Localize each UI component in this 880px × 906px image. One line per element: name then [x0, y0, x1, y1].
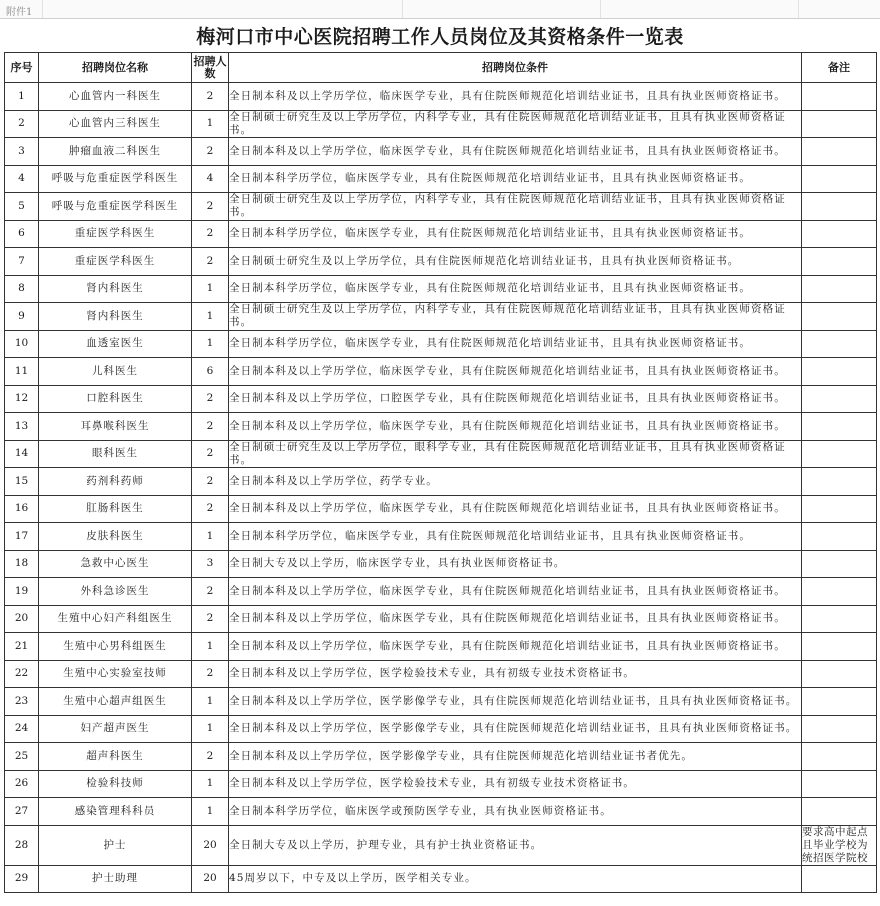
headcount: 2	[192, 605, 229, 633]
table-row	[5, 220, 877, 248]
position-name: 口腔科医生	[39, 385, 192, 413]
headcount: 2	[192, 83, 229, 111]
table-row	[5, 578, 877, 606]
position-conditions: 全日制本科及以上学历学位，临床医学专业，具有住院医师规范化培训结业证书，且具有执业医师资格证书。	[229, 358, 802, 386]
position-conditions: 全日制本科及以上学历学位，医学影像学专业，具有住院医师规范化培训结业证书者优先。	[229, 743, 802, 771]
row-number: 25	[5, 743, 39, 771]
row-number: 1	[5, 83, 39, 111]
table-row	[5, 865, 877, 893]
table-row	[5, 110, 877, 138]
row-note	[802, 330, 877, 358]
table-row	[5, 275, 877, 303]
position-name: 心血管内三科医生	[39, 110, 192, 138]
row-note	[802, 303, 877, 331]
row-note	[802, 193, 877, 221]
position-conditions: 全日制硕士研究生及以上学历学位，具有住院医师规范化培训结业证书，且具有执业医师资格证书。	[229, 248, 802, 276]
position-conditions: 全日制本科及以上学历学位，临床医学专业，具有住院医师规范化培训结业证书，且具有执业医师资格证书。	[229, 138, 802, 166]
row-note	[802, 715, 877, 743]
table-row	[5, 495, 877, 523]
row-note	[802, 358, 877, 386]
headcount: 2	[192, 413, 229, 441]
table-row	[5, 550, 877, 578]
headcount: 3	[192, 550, 229, 578]
row-number: 19	[5, 578, 39, 606]
row-number: 4	[5, 165, 39, 193]
page-title: 梅河口市中心医院招聘工作人员岗位及其资格条件一览表	[196, 26, 684, 48]
position-conditions: 全日制硕士研究生及以上学历学位，内科学专业，具有住院医师规范化培训结业证书，且具有执业医师资格证书。	[229, 110, 802, 138]
row-note	[802, 798, 877, 826]
header-position: 招聘岗位名称	[39, 53, 192, 83]
table-row	[5, 770, 877, 798]
position-conditions: 全日制硕士研究生及以上学历学位，内科学专业，具有住院医师规范化培训结业证书，且具有执业医师资格证书。	[229, 193, 802, 221]
headcount: 1	[192, 770, 229, 798]
row-number: 13	[5, 413, 39, 441]
position-name: 心血管内一科医生	[39, 83, 192, 111]
position-conditions: 全日制本科及以上学历学位，医学影像学专业，具有住院医师规范化培训结业证书，且具有执业医师资格证书。	[229, 688, 802, 716]
position-name: 检验科技师	[39, 770, 192, 798]
position-name: 重症医学科医生	[39, 248, 192, 276]
headcount: 2	[192, 468, 229, 496]
position-name: 眼科医生	[39, 440, 192, 468]
row-number: 6	[5, 220, 39, 248]
table-row	[5, 440, 877, 468]
headcount: 2	[192, 193, 229, 221]
table-row	[5, 193, 877, 221]
table-row	[5, 468, 877, 496]
row-number: 8	[5, 275, 39, 303]
table-row	[5, 358, 877, 386]
row-note	[802, 633, 877, 661]
position-name: 感染管理科科员	[39, 798, 192, 826]
table-row	[5, 605, 877, 633]
row-number: 12	[5, 385, 39, 413]
headcount: 2	[192, 440, 229, 468]
position-name: 生殖中心超声组医生	[39, 688, 192, 716]
position-conditions: 全日制本科及以上学历学位，口腔医学专业，具有住院医师规范化培训结业证书，且具有执业医师资格证书。	[229, 385, 802, 413]
row-number: 18	[5, 550, 39, 578]
row-note	[802, 550, 877, 578]
headcount: 20	[192, 825, 229, 865]
row-note	[802, 248, 877, 276]
position-conditions: 全日制本科及以上学历学位，临床医学专业，具有住院医师规范化培训结业证书，且具有执业医师资格证书。	[229, 413, 802, 441]
position-conditions: 全日制本科及以上学历学位，临床医学专业，具有住院医师规范化培训结业证书，且具有执业医师资格证书。	[229, 495, 802, 523]
headcount: 2	[192, 138, 229, 166]
position-conditions: 全日制本科及以上学历学位，医学影像学专业，具有住院医师规范化培训结业证书，且具有执业医师资格证书。	[229, 715, 802, 743]
row-number: 10	[5, 330, 39, 358]
row-note	[802, 865, 877, 893]
row-note	[802, 110, 877, 138]
position-name: 生殖中心妇产科组医生	[39, 605, 192, 633]
header-conditions: 招聘岗位条件	[229, 53, 802, 83]
table-row	[5, 633, 877, 661]
row-number: 14	[5, 440, 39, 468]
headcount: 20	[192, 865, 229, 893]
row-number: 16	[5, 495, 39, 523]
table-row	[5, 165, 877, 193]
headcount: 1	[192, 275, 229, 303]
position-name: 儿科医生	[39, 358, 192, 386]
position-conditions: 全日制本科及以上学历学位，医学检验技术专业，具有初级专业技术资格证书。	[229, 770, 802, 798]
table-header-row	[5, 53, 877, 83]
row-number: 9	[5, 303, 39, 331]
row-number: 20	[5, 605, 39, 633]
position-name: 超声科医生	[39, 743, 192, 771]
headcount: 2	[192, 660, 229, 688]
position-name: 呼吸与危重症医学科医生	[39, 193, 192, 221]
row-note	[802, 523, 877, 551]
row-number: 26	[5, 770, 39, 798]
table-row	[5, 248, 877, 276]
row-number: 23	[5, 688, 39, 716]
position-conditions: 全日制本科及以上学历学位，临床医学专业，具有住院医师规范化培训结业证书，且具有执业医师资格证书。	[229, 83, 802, 111]
position-name: 皮肤科医生	[39, 523, 192, 551]
headcount: 1	[192, 303, 229, 331]
row-note	[802, 605, 877, 633]
table-row	[5, 798, 877, 826]
row-note	[802, 385, 877, 413]
position-conditions: 全日制本科及以上学历学位，临床医学专业，具有住院医师规范化培训结业证书，且具有执业医师资格证书。	[229, 633, 802, 661]
row-number: 28	[5, 825, 39, 865]
position-conditions: 全日制本科学历学位，临床医学或预防医学专业，具有执业医师资格证书。	[229, 798, 802, 826]
row-note	[802, 165, 877, 193]
headcount: 2	[192, 743, 229, 771]
position-name: 妇产超声医生	[39, 715, 192, 743]
row-number: 7	[5, 248, 39, 276]
table-row	[5, 743, 877, 771]
position-name: 生殖中心男科组医生	[39, 633, 192, 661]
row-note	[802, 688, 877, 716]
table-row	[5, 303, 877, 331]
row-note	[802, 578, 877, 606]
position-name: 护士	[39, 825, 192, 865]
table-row	[5, 523, 877, 551]
position-conditions: 全日制大专及以上学历，临床医学专业，具有执业医师资格证书。	[229, 550, 802, 578]
row-note	[802, 743, 877, 771]
row-note: 要求高中起点且毕业学校为统招医学院校	[802, 825, 877, 865]
headcount: 2	[192, 248, 229, 276]
position-name: 肾内科医生	[39, 275, 192, 303]
table-row	[5, 413, 877, 441]
table-row	[5, 385, 877, 413]
headcount: 1	[192, 715, 229, 743]
header-note: 备注	[802, 53, 877, 83]
position-conditions: 全日制本科学历学位，临床医学专业，具有住院医师规范化培训结业证书，且具有执业医师资格证书。	[229, 220, 802, 248]
headcount: 2	[192, 578, 229, 606]
headcount: 1	[192, 688, 229, 716]
row-number: 2	[5, 110, 39, 138]
row-number: 22	[5, 660, 39, 688]
position-conditions: 全日制本科及以上学历学位，临床医学专业，具有住院医师规范化培训结业证书，且具有执业医师资格证书。	[229, 578, 802, 606]
table-row	[5, 138, 877, 166]
column-guide	[600, 0, 601, 18]
row-note	[802, 660, 877, 688]
position-conditions: 全日制本科及以上学历学位，药学专业。	[229, 468, 802, 496]
row-note	[802, 413, 877, 441]
position-name: 护士助理	[39, 865, 192, 893]
position-conditions: 全日制硕士研究生及以上学历学位，内科学专业，具有住院医师规范化培训结业证书，且具有执业医师资格证书。	[229, 303, 802, 331]
positions-table	[4, 52, 877, 893]
table-row	[5, 83, 877, 111]
headcount: 1	[192, 330, 229, 358]
table-row	[5, 330, 877, 358]
headcount: 6	[192, 358, 229, 386]
attachment-label: 附件1	[6, 7, 33, 18]
row-note	[802, 138, 877, 166]
position-name: 急救中心医生	[39, 550, 192, 578]
position-name: 肾内科医生	[39, 303, 192, 331]
position-conditions: 全日制本科学历学位，临床医学专业，具有住院医师规范化培训结业证书，且具有执业医师资格证书。	[229, 523, 802, 551]
headcount: 2	[192, 220, 229, 248]
headcount: 2	[192, 385, 229, 413]
row-number: 3	[5, 138, 39, 166]
row-note	[802, 220, 877, 248]
position-name: 重症医学科医生	[39, 220, 192, 248]
sheet-header-strip	[0, 0, 880, 19]
header-count: 招聘人数	[192, 53, 229, 83]
position-conditions: 全日制本科学历学位，临床医学专业，具有住院医师规范化培训结业证书，且具有执业医师资格证书。	[229, 165, 802, 193]
position-conditions: 全日制本科学历学位，临床医学专业，具有住院医师规范化培训结业证书，且具有执业医师资格证书。	[229, 275, 802, 303]
table-row	[5, 715, 877, 743]
position-name: 肛肠科医生	[39, 495, 192, 523]
position-name: 药剂科药师	[39, 468, 192, 496]
row-note	[802, 468, 877, 496]
row-number: 11	[5, 358, 39, 386]
position-name: 肿瘤血液二科医生	[39, 138, 192, 166]
position-name: 外科急诊医生	[39, 578, 192, 606]
row-note	[802, 83, 877, 111]
position-name: 生殖中心实验室技师	[39, 660, 192, 688]
position-name: 耳鼻喉科医生	[39, 413, 192, 441]
position-conditions: 45周岁以下，中专及以上学历，医学相关专业。	[229, 865, 802, 893]
position-conditions: 全日制大专及以上学历，护理专业，具有护士执业资格证书。	[229, 825, 802, 865]
table-row	[5, 825, 877, 865]
position-conditions: 全日制硕士研究生及以上学历学位，眼科学专业，具有住院医师规范化培训结业证书，且具有执业医师资格证书。	[229, 440, 802, 468]
row-note	[802, 275, 877, 303]
position-name: 血透室医生	[39, 330, 192, 358]
position-conditions: 全日制本科学历学位，临床医学专业，具有住院医师规范化培训结业证书，且具有执业医师资格证书。	[229, 330, 802, 358]
column-guide	[402, 0, 403, 18]
position-name: 呼吸与危重症医学科医生	[39, 165, 192, 193]
headcount: 1	[192, 633, 229, 661]
headcount: 1	[192, 798, 229, 826]
row-number: 27	[5, 798, 39, 826]
row-number: 29	[5, 865, 39, 893]
row-number: 21	[5, 633, 39, 661]
row-number: 15	[5, 468, 39, 496]
table-row	[5, 660, 877, 688]
headcount: 2	[192, 495, 229, 523]
row-number: 17	[5, 523, 39, 551]
row-note	[802, 440, 877, 468]
header-no: 序号	[5, 53, 39, 83]
position-conditions: 全日制本科及以上学历学位，临床医学专业，具有住院医师规范化培训结业证书，且具有执业医师资格证书。	[229, 605, 802, 633]
column-guide	[42, 0, 43, 18]
headcount: 1	[192, 523, 229, 551]
table-row	[5, 688, 877, 716]
headcount: 4	[192, 165, 229, 193]
row-number: 5	[5, 193, 39, 221]
row-note	[802, 495, 877, 523]
row-number: 24	[5, 715, 39, 743]
headcount: 1	[192, 110, 229, 138]
row-note	[802, 770, 877, 798]
column-guide	[798, 0, 799, 18]
position-conditions: 全日制本科及以上学历学位，医学检验技术专业，具有初级专业技术资格证书。	[229, 660, 802, 688]
